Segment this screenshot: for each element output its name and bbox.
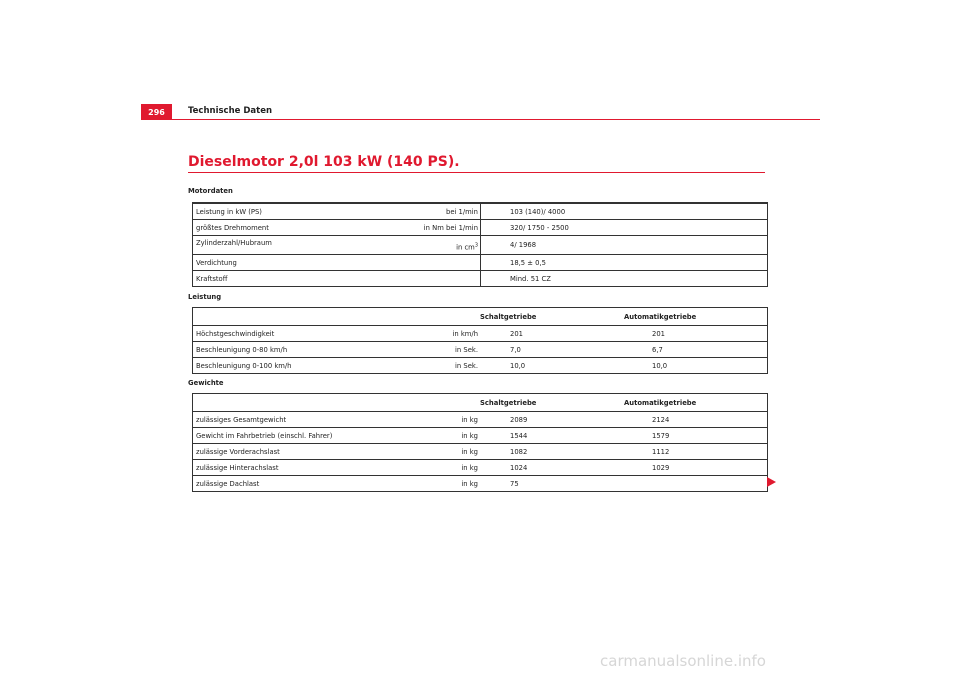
table-row xyxy=(193,235,767,254)
table-row xyxy=(193,219,767,235)
row-name: zulässige Dachlast xyxy=(196,479,260,488)
row-unit: in kg xyxy=(461,431,478,440)
column-header: Schaltgetriebe xyxy=(480,312,537,321)
row-name: Leistung in kW (PS) xyxy=(196,207,262,216)
row-name: Beschleunigung 0-100 km/h xyxy=(196,361,292,370)
page-number: 296 xyxy=(141,104,172,120)
table-row xyxy=(193,254,767,270)
gewichte-table xyxy=(192,393,768,492)
page-title: Dieselmotor 2,0l 103 kW (140 PS). xyxy=(188,154,460,170)
section-label-leistung: Leistung xyxy=(188,293,222,301)
table-row xyxy=(193,443,767,459)
table-row xyxy=(193,270,767,286)
row-unit: in Nm bei 1/min xyxy=(423,223,478,232)
column-header: Automatikgetriebe xyxy=(624,312,697,321)
row-name: zulässiges Gesamtgewicht xyxy=(196,415,287,424)
row-name: zulässige Vorderachslast xyxy=(196,447,280,456)
row-name: größtes Drehmoment xyxy=(196,223,269,232)
row-name: Verdichtung xyxy=(196,258,237,267)
row-unit: bei 1/min xyxy=(446,207,478,216)
row-unit: in kg xyxy=(461,479,478,488)
watermark: carmanualsonline.info xyxy=(600,652,766,670)
table-row xyxy=(193,203,767,219)
unit-superscript: 3 xyxy=(474,242,478,249)
header-rule xyxy=(141,119,820,120)
row-unit xyxy=(456,242,478,251)
row-unit: in Sek. xyxy=(455,345,478,354)
row-value: Mind. 51 CZ xyxy=(510,274,551,283)
row-unit: in kg xyxy=(461,415,478,424)
row-name: Beschleunigung 0-80 km/h xyxy=(196,345,288,354)
row-unit: in Sek. xyxy=(455,361,478,370)
table-header-row xyxy=(193,308,767,325)
table-row xyxy=(193,357,767,373)
row-value: 1029 xyxy=(652,463,670,472)
row-value: 7,0 xyxy=(510,345,521,354)
row-value: 4/ 1968 xyxy=(510,241,537,249)
header-title: Technische Daten xyxy=(188,106,273,116)
table-row xyxy=(193,411,767,427)
row-value: 201 xyxy=(652,329,665,338)
unit-text: in cm xyxy=(456,243,475,252)
table-row xyxy=(193,325,767,341)
row-name: Höchstgeschwindigkeit xyxy=(196,329,275,338)
section-label-motordaten: Motordaten xyxy=(188,187,233,195)
row-name: Gewicht im Fahrbetrieb (einschl. Fahrer) xyxy=(196,431,333,440)
row-value: 103 (140)/ 4000 xyxy=(510,207,566,216)
column-header: Automatikgetriebe xyxy=(624,398,697,407)
table-row xyxy=(193,459,767,475)
row-unit: in kg xyxy=(461,463,478,472)
row-value: 1544 xyxy=(510,431,528,440)
motordaten-table xyxy=(192,202,768,287)
row-name: zulässige Hinterachslast xyxy=(196,463,279,472)
row-value: 1024 xyxy=(510,463,528,472)
table-row xyxy=(193,341,767,357)
table-row xyxy=(193,427,767,443)
row-value: 2124 xyxy=(652,415,670,424)
title-rule xyxy=(188,172,765,173)
row-value: 6,7 xyxy=(652,345,663,354)
row-value: 2089 xyxy=(510,415,528,424)
next-page-arrow-icon[interactable] xyxy=(767,477,776,487)
row-unit: in km/h xyxy=(452,329,478,338)
table-row xyxy=(193,475,767,491)
column-header: Schaltgetriebe xyxy=(480,398,537,407)
row-name: Kraftstoff xyxy=(196,274,228,283)
section-label-gewichte: Gewichte xyxy=(188,379,224,387)
row-value: 18,5 ± 0,5 xyxy=(510,258,546,267)
row-value: 75 xyxy=(510,479,519,488)
row-value: 10,0 xyxy=(510,361,526,370)
row-value: 1579 xyxy=(652,431,670,440)
row-unit: in kg xyxy=(461,447,478,456)
table-header-row xyxy=(193,394,767,411)
row-name: Zylinderzahl/Hubraum xyxy=(196,239,272,247)
row-value: 320/ 1750 - 2500 xyxy=(510,223,569,232)
leistung-table xyxy=(192,307,768,374)
row-value: 1112 xyxy=(652,447,670,456)
row-value: 10,0 xyxy=(652,361,668,370)
row-value: 1082 xyxy=(510,447,528,456)
row-value: 201 xyxy=(510,329,523,338)
